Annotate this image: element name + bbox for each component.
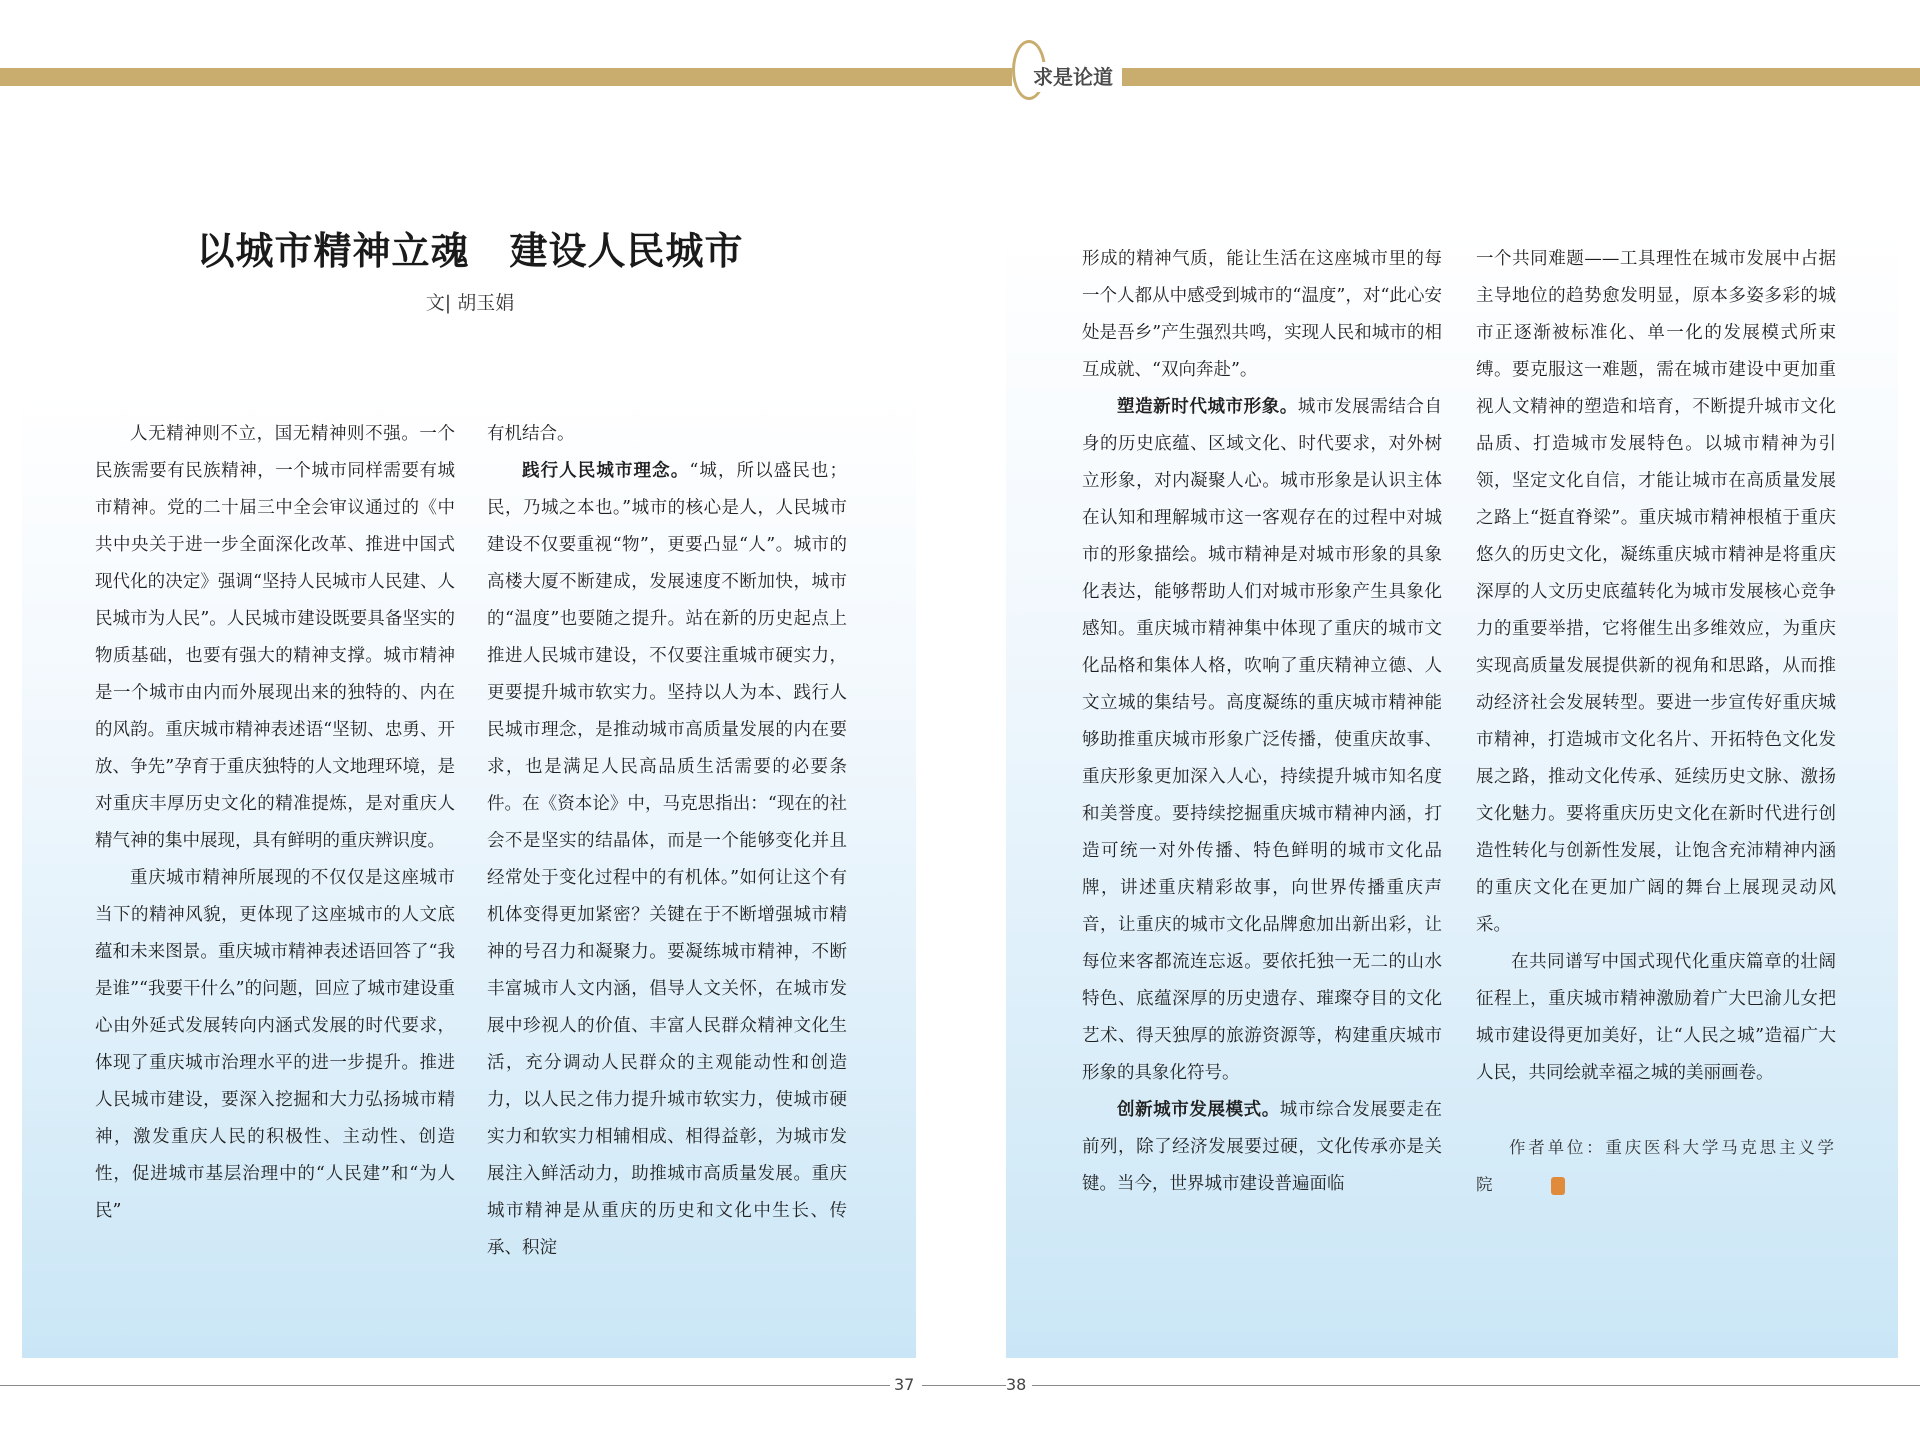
- author-name: 胡玉娟: [457, 292, 515, 314]
- page-number-left: 37: [894, 1375, 915, 1394]
- title-part-1: 以城市精神立魂: [196, 229, 470, 273]
- header-gold-bar-right: [1122, 68, 1920, 86]
- paragraph: 在共同谱写中国式现代化重庆篇章的壮阔征程上，重庆城市精神激励着广大巴渝儿女把城市建设得更加美好，让“人民之城”造福广大人民，共同绘就幸福之城的美丽画卷。: [1476, 952, 1836, 1083]
- subheading: 创新城市发展模式。: [1117, 1100, 1280, 1120]
- title-part-2: 建设人民城市: [509, 229, 744, 273]
- paragraph: 人无精神则不立，国无精神则不强。一个民族需要有民族精神，一个城市同样需要有城市精神。党的二十届三中全会审议通过的《中共中央关于进一步全面深化改革、推进中国式现代化的决定》强调“坚持人民城市人民建、人民城市为人民”。人民城市建设既要具备坚实的物质基础，也要有强大的精神支撑。城市精神是一个城市由内而外展现出来的独特的、内在的风韵。重庆城市精神表述语“坚韧、忠勇、开放、争先”孕育于重庆独特的人文地理环境，是对重庆丰厚历史文化的精准提炼，是对重庆人精气神的集中展现，具有鲜明的重庆辨识度。: [95, 424, 455, 851]
- subheading: 塑造新时代城市形象。: [1117, 397, 1298, 417]
- paragraph: 有机结合。: [487, 424, 575, 444]
- author-affiliation: [1476, 1129, 1836, 1203]
- paragraph-body: “城，所以盛民也；民，乃城之本也。”城市的核心是人，人民城市建设不仅要重视“物”，更要凸显“人”。城市的高楼大厦不断建成，发展速度不断加快，城市的“温度”也要随之提升。站在新的历史起点上推进人民城市建设，不仅要注重城市硬实力，更要提升城市软实力。坚持以人为本、践行人民城市理念，是推动城市高质量发展的内在要求，也是满足人民高品质生活需要的必要条件。在《资本论》中，马克思指出：“现在的社会不是坚实的结晶体，而是一个能够变化并且经常处于变化过程中的有机体。”如何让这个有机体变得更加紧密？关键在于不断增强城市精神的号召力和凝聚力。要凝练城市精神，不断丰富城市人文内涵，倡导人文关怀，在城市发展中珍视人的价值、丰富人民群众精神文化生活，充分调动人民群众的主观能动性和创造力，以人民之伟力提升城市软实力，使城市硬实力和软实力相辅相成、相得益彰，为城市发展注入鲜活动力，助推城市高质量发展。重庆城市精神是从重庆的历史和文化中生长、传承、积淀: [487, 461, 848, 1258]
- text-column-4: [1476, 241, 1836, 1203]
- page-number-right: 38: [1006, 1375, 1027, 1394]
- article-title: [120, 220, 820, 275]
- paragraph-body: 城市发展需结合自身的历史底蕴、区域文化、时代要求，对外树立形象，对内凝聚人心。城市形象是认识主体在认知和理解城市这一客观存在的过程中对城市的形象描绘。城市精神是对城市形象的具象化表达，能够帮助人们对城市形象产生具象化感知。重庆城市精神集中体现了重庆的城市文化品格和集体人格，吹响了重庆精神立德、人文立城的集结号。高度凝练的重庆城市精神能够助推重庆城市形象广泛传播，使重庆故事、重庆形象更加深入人心，持续提升城市知名度和美誉度。要持续挖掘重庆城市精神内涵，打造可统一对外传播、特色鲜明的城市文化品牌，讲述重庆精彩故事，向世界传播重庆声音，让重庆的城市文化品牌愈加出新出彩，让每位来客都流连忘返。要依托独一无二的山水特色、底蕴深厚的历史遗存、璀璨夺目的文化艺术、得天独厚的旅游资源等，构建重庆城市形象的具象化符号。: [1082, 397, 1443, 1083]
- affiliation-text: 作者单位：重庆医科大学马克思主义学院: [1476, 1138, 1836, 1194]
- text-column-2: [487, 416, 847, 1267]
- paragraph: [1082, 389, 1442, 1092]
- footer-rule-left: [0, 1385, 890, 1386]
- footer-rule-middle: [922, 1385, 1006, 1386]
- paragraph-body: 城市综合发展要走在前列，除了经济发展要过硬，文化传承亦是关键。当今，世界城市建设普遍面临: [1082, 1100, 1443, 1194]
- paragraph: 形成的精神气质，能让生活在这座城市里的每一个人都从中感受到城市的“温度”，对“此心安处是吾乡”产生强烈共鸣，实现人民和城市的相互成就、“双向奔赴”。: [1082, 249, 1442, 380]
- subheading: 践行人民城市理念。: [522, 461, 690, 481]
- text-column-3: [1082, 241, 1442, 1203]
- paragraph: [487, 453, 847, 1267]
- end-mark-icon: [1551, 1177, 1565, 1195]
- header-gold-bar-left: [0, 68, 1012, 86]
- paragraph: 重庆城市精神所展现的不仅仅是这座城市当下的精神风貌，更体现了这座城市的人文底蕴和未来图景。重庆城市精神表述语回答了“我是谁”“我要干什么”的问题，回应了城市建设重心由外延式发展转向内涵式发展的时代要求，体现了重庆城市治理水平的进一步提升。推进人民城市建设，要深入挖掘和大力弘扬城市精神，激发重庆人民的积极性、主动性、创造性，促进城市基层治理中的“人民建”和“为人民”: [95, 868, 455, 1221]
- author-prefix: 文|: [425, 292, 452, 314]
- section-tag: 求是论道: [1024, 62, 1122, 92]
- paragraph: [1082, 1092, 1442, 1203]
- author-line: [120, 288, 820, 315]
- paragraph: 一个共同难题——工具理性在城市发展中占据主导地位的趋势愈发明显，原本多姿多彩的城市正逐渐被标准化、单一化的发展模式所束缚。要克服这一难题，需在城市建设中更加重视人文精神的塑造和培育，不断提升城市文化品质、打造城市发展特色。以城市精神为引领，坚定文化自信，才能让城市在高质量发展之路上“挺直脊梁”。重庆城市精神根植于重庆悠久的历史文化，凝练重庆城市精神是将重庆深厚的人文历史底蕴转化为城市发展核心竞争力的重要举措，它将催生出多维效应，为重庆实现高质量发展提供新的视角和思路，从而推动经济社会发展转型。要进一步宣传好重庆城市精神，打造城市文化名片、开拓特色文化发展之路，推动文化传承、延续历史文脉、激扬文化魅力。要将重庆历史文化在新时代进行创造性转化与创新性发展，让饱含充沛精神内涵的重庆文化在更加广阔的舞台上展现灵动风采。: [1476, 249, 1836, 935]
- footer-rule-right: [1032, 1385, 1920, 1386]
- text-column-1: [95, 416, 455, 1230]
